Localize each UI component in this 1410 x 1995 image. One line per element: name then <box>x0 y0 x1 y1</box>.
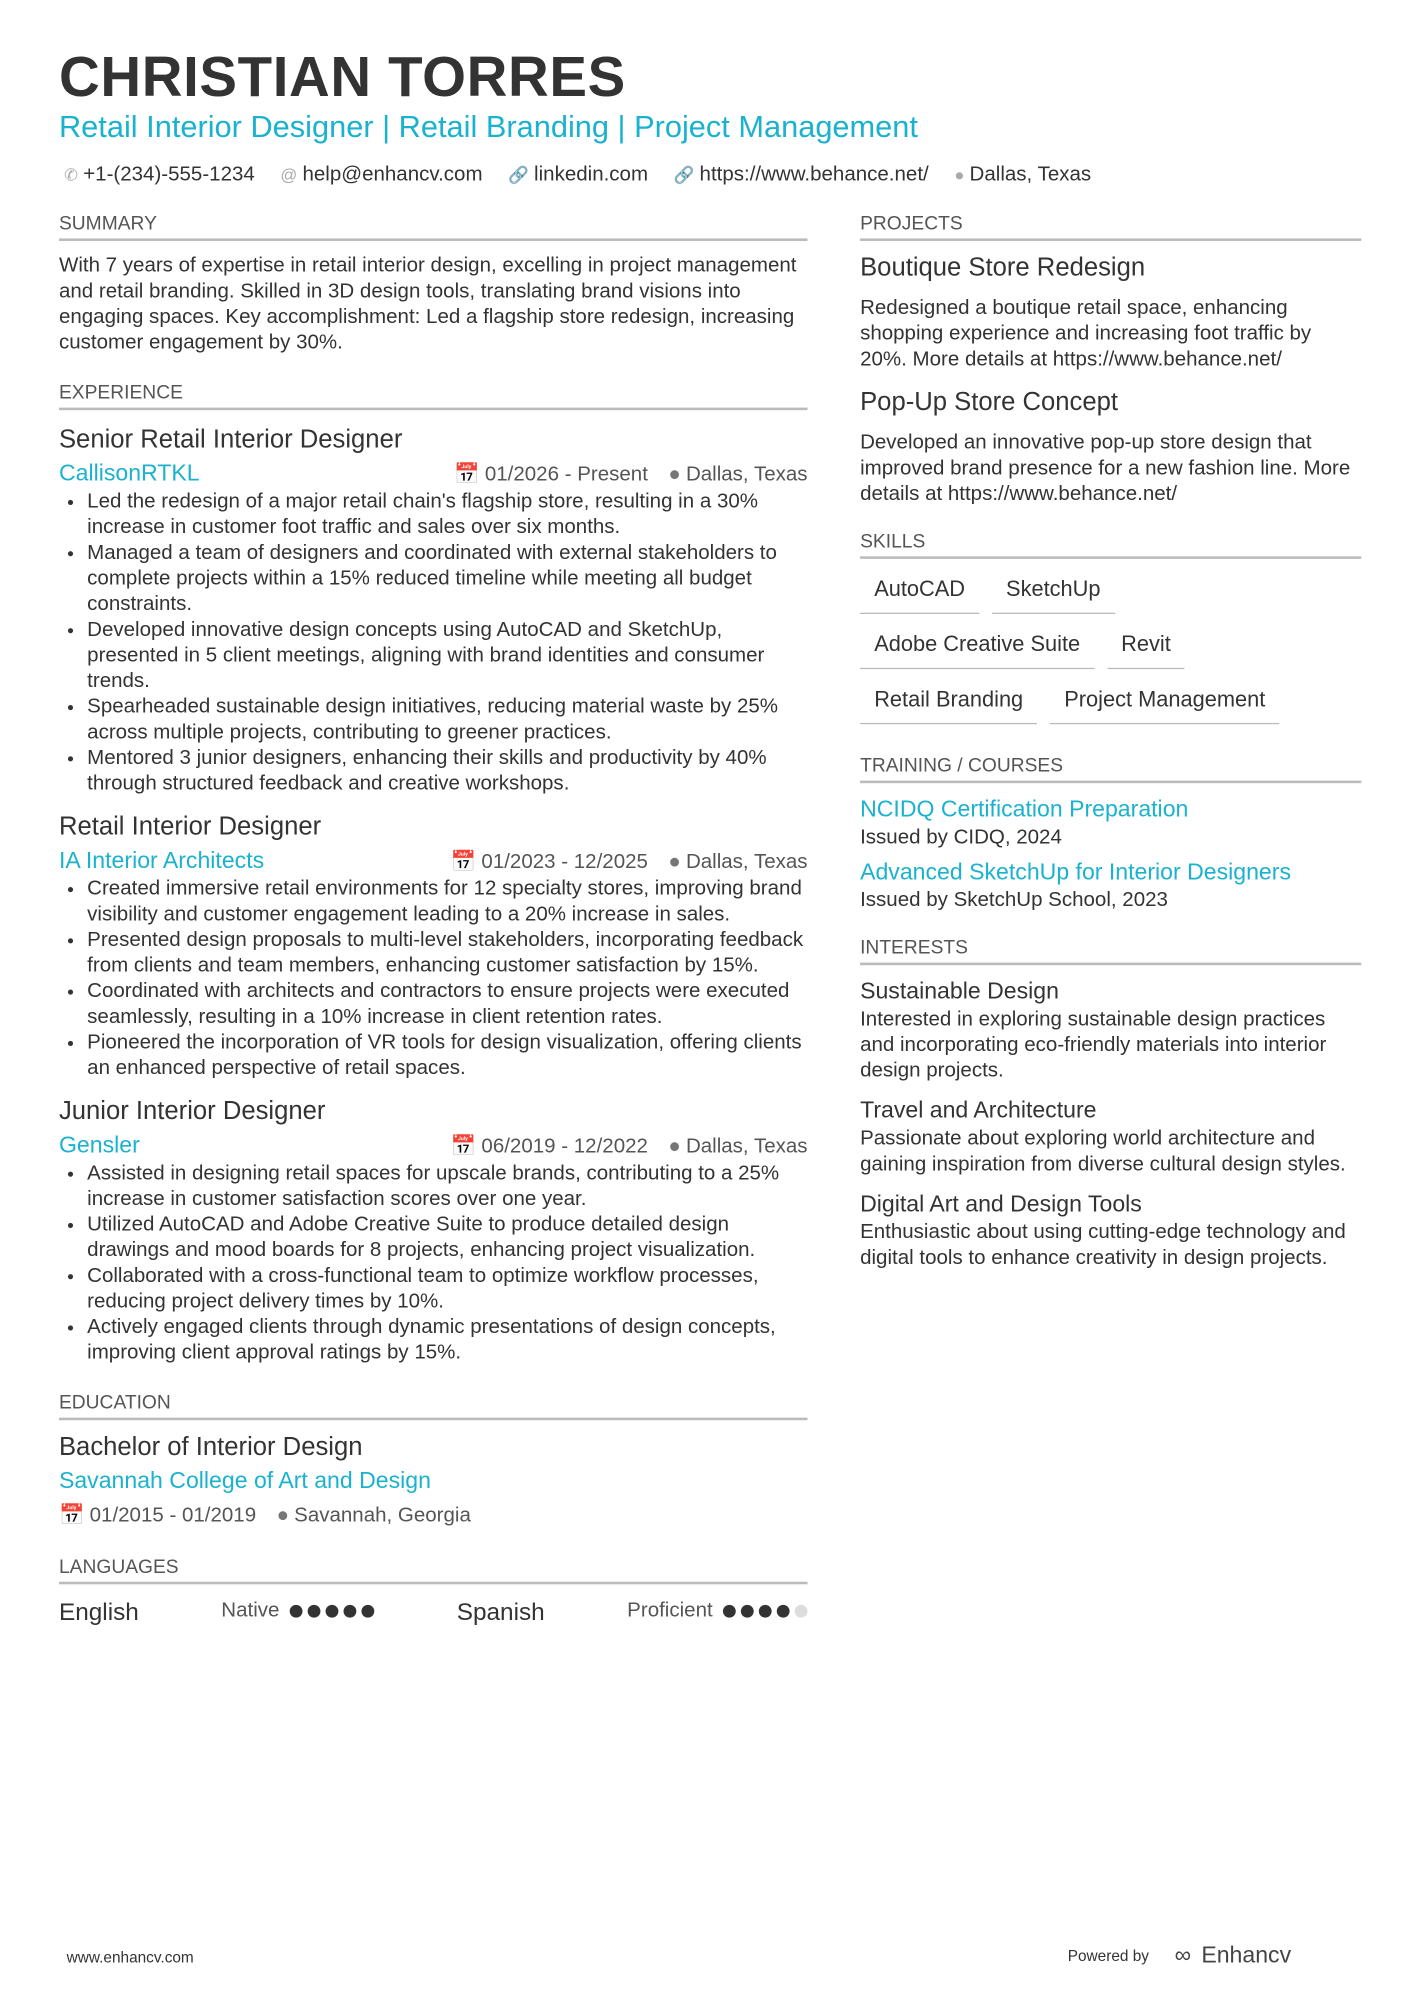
candidate-title: Retail Interior Designer | Retail Branding | Project Management <box>58 110 918 145</box>
bullet-item: • Collaborated with a cross-functional team to optimize workflow processes, reducing project delivery times by 10%. <box>87 1264 807 1315</box>
course-issuer: Issued by SketchUp School, 2023 <box>860 889 1168 912</box>
enhancv-logo <box>1175 1942 1292 1969</box>
education-dates: 01/2015 - 01/2019 <box>89 1504 257 1527</box>
powered-by-label: Powered by <box>1067 1946 1149 1965</box>
language-name: English <box>58 1599 139 1627</box>
bullet-item: • Led the redesign of a major retail chain's flagship store, resulting in a 30% increase in customer foot traffic and sales over six months. <box>87 490 807 541</box>
brand-name: Enhancv <box>1201 1941 1292 1968</box>
candidate-name: CHRISTIAN TORRES <box>58 46 626 109</box>
skill-tag: AutoCAD <box>860 572 979 614</box>
dot-icon <box>344 1605 357 1618</box>
language-level: Native <box>221 1599 280 1622</box>
job-meta-row <box>59 847 808 874</box>
project-description: Developed an innovative pop-up store design that improved brand presence for a new fashion line. More details at https://www.behance.net/ <box>860 431 1351 506</box>
education-meta <box>59 1502 808 1528</box>
interest-description: Interested in exploring sustainable design practices and incorporating eco-friendly materials into interior design projects. <box>860 1008 1327 1082</box>
calendar-icon: 📅 <box>450 851 477 873</box>
project-title: Pop-Up Store Concept <box>860 388 1119 417</box>
job-title: Retail Interior Designer <box>58 812 322 841</box>
dot-icon <box>795 1605 808 1618</box>
interest-description: Passionate about exploring world architecture and gaining inspiration from diverse cultural design styles. <box>860 1127 1346 1176</box>
footer-branding <box>1068 1942 1291 1969</box>
skill-tag: SketchUp <box>992 572 1115 614</box>
link-icon: 🔗 <box>673 165 695 185</box>
interest-title: Sustainable Design <box>860 978 1059 1004</box>
contact-behance[interactable] <box>674 164 929 187</box>
language-level-group <box>221 1600 374 1628</box>
bullet-item: • Utilized AutoCAD and Adobe Creative Suite to produce detailed design drawings and mood boards for 8 projects, enhancing project visualization. <box>87 1213 807 1264</box>
calendar-icon: 📅 <box>58 1504 85 1527</box>
section-heading-languages: LANGUAGES <box>59 1556 808 1584</box>
skill-tag: Adobe Creative Suite <box>860 627 1094 669</box>
behance-text: https://www.behance.net/ <box>699 164 929 186</box>
job-title: Junior Interior Designer <box>58 1097 326 1126</box>
section-heading-projects: PROJECTS <box>860 213 1361 241</box>
project-title: Boutique Store Redesign <box>860 253 1146 282</box>
bullet-item: • Coordinated with architects and contractors to ensure projects were executed seamlessly, resulting in a 10% increase in client retention rates. <box>87 979 807 1030</box>
calendar-icon: 📅 <box>454 464 480 486</box>
job-meta-row <box>59 460 808 487</box>
location-icon: ● <box>668 1135 681 1158</box>
job-bullets <box>59 877 808 1082</box>
proficiency-dots <box>723 1605 808 1618</box>
contact-bar <box>64 164 1091 187</box>
job-entry <box>59 813 808 1082</box>
job-bullets <box>59 1161 808 1366</box>
section-heading-experience: EXPERIENCE <box>59 382 808 410</box>
section-heading-training: TRAINING / COURSES <box>860 755 1361 783</box>
summary-text: With 7 years of expertise in retail interior design, excelling in project management and retail branding. Skilled in 3D design tools, translating brand visions into engaging spaces. Key accomplishment: Led a flagship store redesign, increasing customer engagement by 30%. <box>58 255 797 354</box>
projects-list <box>860 254 1361 508</box>
footer-website[interactable]: www.enhancv.com <box>66 1948 194 1967</box>
location-icon: ● <box>668 851 681 873</box>
company-name: CallisonRTKL <box>58 460 200 486</box>
phone-text: +1-(234)-555-1234 <box>83 164 255 186</box>
job-dates: 01/2023 - 12/2025 <box>481 851 648 873</box>
interest-title: Travel and Architecture <box>860 1097 1097 1123</box>
job-location: Dallas, Texas <box>685 1135 808 1158</box>
enhancv-logo-icon: ∞ <box>1174 1941 1192 1968</box>
language-level-group <box>627 1600 807 1628</box>
contact-linkedin[interactable] <box>508 164 648 187</box>
dot-icon <box>361 1605 374 1618</box>
left-column <box>59 213 808 1628</box>
interest-description: Enthusiastic about using cutting-edge technology and digital tools to enhance creativity in design projects. <box>860 1221 1346 1269</box>
job-meta <box>430 1133 807 1159</box>
location-text: Dallas, Texas <box>969 164 1092 186</box>
training-list <box>860 796 1361 914</box>
section-heading-skills: SKILLS <box>860 531 1361 559</box>
email-text: help@enhancv.com <box>302 164 483 186</box>
bullet-item: • Actively engaged clients through dynamic presentations of design concepts, improving client approval ratings by 15%. <box>87 1315 807 1366</box>
phone-icon: ✆ <box>64 165 79 185</box>
company-name: IA Interior Architects <box>58 847 265 873</box>
contact-email[interactable] <box>280 164 482 187</box>
languages-list <box>59 1600 808 1628</box>
job-meta <box>434 461 808 487</box>
location-icon: ● <box>276 1504 290 1527</box>
job-entry <box>59 1097 808 1366</box>
bullet-item: • Presented design proposals to multi-level stakeholders, incorporating feedback from clients and team members, enhancing customer satisfaction by 15%. <box>87 928 807 979</box>
skill-tag: Project Management <box>1050 682 1279 724</box>
skills-list <box>860 572 1361 725</box>
dot-icon <box>723 1605 736 1618</box>
job-location: Dallas, Texas <box>685 464 808 486</box>
linkedin-text: linkedin.com <box>534 164 649 186</box>
course-issuer: Issued by CIDQ, 2024 <box>860 826 1062 849</box>
job-location: Dallas, Texas <box>685 851 808 873</box>
language-level: Proficient <box>627 1599 713 1622</box>
bullet-item: • Pioneered the incorporation of VR tools for design visualization, offering clients an enhanced perspective of retail spaces. <box>87 1031 807 1082</box>
dot-icon <box>290 1605 303 1618</box>
job-meta <box>430 849 807 875</box>
job-dates: 06/2019 - 12/2022 <box>481 1135 648 1158</box>
degree: Bachelor of Interior Design <box>58 1433 363 1462</box>
skill-tag: Revit <box>1107 627 1185 669</box>
at-icon: @ <box>280 165 298 185</box>
job-title: Senior Retail Interior Designer <box>58 425 403 454</box>
bullet-item: • Created immersive retail environments for 12 specialty stores, improving brand visibility and customer engagement leading to a 20% increase in sales. <box>87 877 807 928</box>
company-name: Gensler <box>58 1131 140 1158</box>
contact-location <box>954 164 1091 187</box>
bullet-item: • Mentored 3 junior designers, enhancing their skills and productivity by 40% through structured feedback and creative workshops. <box>87 746 807 797</box>
bullet-item: • Assisted in designing retail spaces for upscale brands, contributing to a 25% increase in customer satisfaction scores over one year. <box>87 1161 807 1212</box>
right-column <box>860 213 1361 1272</box>
location-icon: ● <box>954 165 965 185</box>
location-icon: ● <box>668 464 681 486</box>
section-heading-summary: SUMMARY <box>59 213 808 241</box>
interests-list <box>860 978 1361 1272</box>
section-heading-interests: INTERESTS <box>860 937 1361 965</box>
job-meta-row <box>59 1132 808 1159</box>
calendar-icon: 📅 <box>450 1135 477 1158</box>
course-title[interactable]: Advanced SketchUp for Interior Designers <box>860 858 1291 885</box>
project-description: Redesigned a boutique retail space, enhancing shopping experience and increasing foot traffic by 20%. More details at https://www.behance.net/ <box>860 297 1312 371</box>
dot-icon <box>326 1605 339 1618</box>
dot-icon <box>759 1605 772 1618</box>
interest-title: Digital Art and Design Tools <box>860 1190 1142 1217</box>
section-heading-education: EDUCATION <box>59 1392 808 1420</box>
dot-icon <box>308 1605 321 1618</box>
skill-tag: Retail Branding <box>860 682 1037 724</box>
bullet-item: • Managed a team of designers and coordinated with external stakeholders to complete projects within a 15% reduced timeline while meeting all budget constraints. <box>87 541 807 618</box>
experience-list <box>59 426 808 1367</box>
bullet-item: • Spearheaded sustainable design initiatives, reducing material waste by 25% across multiple projects, contributing to greener practices. <box>87 695 807 746</box>
school: Savannah College of Art and Design <box>58 1467 431 1494</box>
job-dates: 01/2026 - Present <box>484 464 648 486</box>
education-location: Savannah, Georgia <box>294 1504 471 1527</box>
contact-phone[interactable] <box>64 164 255 187</box>
dot-icon <box>777 1605 790 1618</box>
dot-icon <box>741 1605 754 1618</box>
proficiency-dots <box>290 1605 375 1618</box>
link-icon: 🔗 <box>508 165 529 185</box>
language-name: Spanish <box>456 1599 545 1627</box>
course-title[interactable]: NCIDQ Certification Preparation <box>860 795 1189 822</box>
job-entry <box>59 426 808 798</box>
bullet-item: • Developed innovative design concepts using AutoCAD and SketchUp, presented in 5 client meetings, aligning with brand identities and consumer trends. <box>87 618 807 695</box>
job-bullets <box>59 490 808 798</box>
